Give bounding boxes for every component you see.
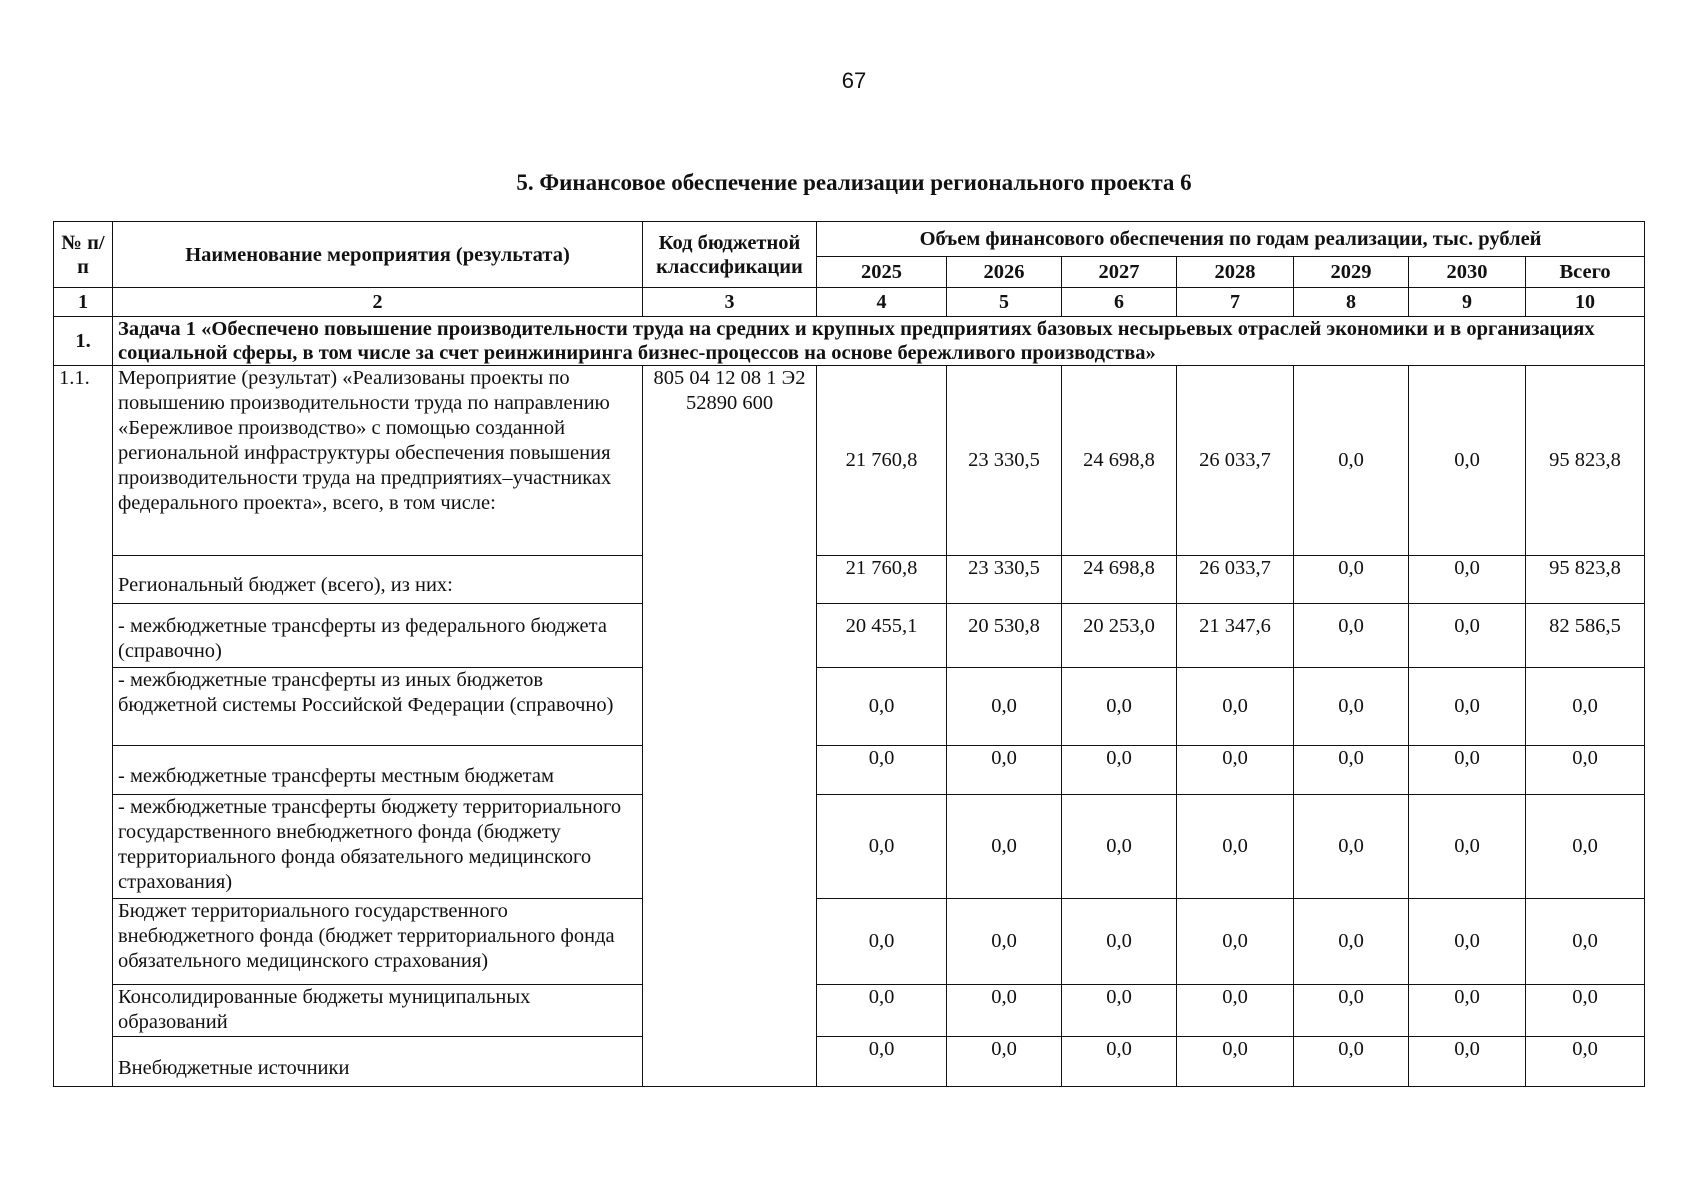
- value-cell: 95 823,8: [1526, 556, 1645, 604]
- financing-table: [53, 221, 1645, 1087]
- header-name: Наименование мероприятия (результата): [113, 222, 643, 288]
- row-name: - межбюджетные трансферты бюджету территориального государственного внебюджетного фонда (бюджету территориального фонда обязательного медицинского страхования): [113, 795, 643, 899]
- value-cell: 0,0: [1062, 899, 1177, 985]
- column-index: 9: [1409, 288, 1526, 317]
- header-year: 2027: [1062, 257, 1177, 288]
- header-total: Всего: [1526, 257, 1645, 288]
- value-cell: 0,0: [1526, 899, 1645, 985]
- value-cell: 0,0: [817, 1037, 947, 1087]
- value-cell: 0,0: [947, 668, 1062, 746]
- value-cell: 0,0: [947, 795, 1062, 899]
- value-cell: 0,0: [947, 899, 1062, 985]
- value-cell: 20 455,1: [817, 604, 947, 668]
- value-cell: 0,0: [1177, 1037, 1294, 1087]
- row-name: - межбюджетные трансферты местным бюджетам: [113, 746, 643, 795]
- row-name: - межбюджетные трансферты из иных бюджетов бюджетной системы Российской Федерации (справочно): [113, 668, 643, 746]
- value-cell: 0,0: [1062, 746, 1177, 795]
- document-title: 5. Финансовое обеспечение реализации регионального проекта 6: [516, 170, 1192, 195]
- value-cell: 0,0: [1177, 985, 1294, 1037]
- value-cell: 0,0: [1526, 668, 1645, 746]
- row-name: Внебюджетные источники: [113, 1037, 643, 1087]
- column-index: 4: [817, 288, 947, 317]
- value-cell: 0,0: [1409, 899, 1526, 985]
- header-code: Код бюджетной классификации: [643, 222, 817, 288]
- value-cell: 95 823,8: [1526, 366, 1645, 556]
- header-year: 2028: [1177, 257, 1294, 288]
- value-cell: 0,0: [1294, 556, 1409, 604]
- column-index: 10: [1526, 288, 1645, 317]
- header-year: 2025: [817, 257, 947, 288]
- task-text: Задача 1 «Обеспечено повышение производительности труда на средних и крупных предприятиях базовых несырьевых отраслей экономики и в организациях социальной сферы, в том числе за счет реинжиниринга бизнес-процессов на основе бережливого производства»: [113, 317, 1645, 366]
- value-cell: 21 760,8: [817, 556, 947, 604]
- measure-number: 1.1.: [54, 366, 113, 1087]
- row-name: - межбюджетные трансферты из федерального бюджета (справочно): [113, 604, 643, 668]
- row-name: Мероприятие (результат) «Реализованы проекты по повышению производительности труда по направлению «Бережливое производство» с помощью созданной региональной инфраструктуры обеспечения повышения производительности труда на предприятиях–участниках федерального проекта», всего, в том числе:: [113, 366, 643, 556]
- header-row: [54, 222, 1645, 257]
- value-cell: 20 530,8: [947, 604, 1062, 668]
- value-cell: 0,0: [1177, 746, 1294, 795]
- value-cell: 0,0: [947, 746, 1062, 795]
- value-cell: 0,0: [817, 746, 947, 795]
- value-cell: 0,0: [1409, 366, 1526, 556]
- task-row: [54, 317, 1645, 366]
- value-cell: 0,0: [1294, 668, 1409, 746]
- value-cell: 0,0: [1177, 795, 1294, 899]
- page-number: 67: [841, 68, 867, 93]
- column-index: 8: [1294, 288, 1409, 317]
- value-cell: 0,0: [947, 985, 1062, 1037]
- value-cell: 0,0: [1294, 1037, 1409, 1087]
- row-name: Консолидированные бюджеты муниципальных образований: [113, 985, 643, 1037]
- value-cell: 0,0: [1062, 668, 1177, 746]
- value-cell: 0,0: [1409, 604, 1526, 668]
- table-row: [54, 795, 1645, 899]
- value-cell: 0,0: [1294, 795, 1409, 899]
- value-cell: 0,0: [1294, 366, 1409, 556]
- table-row: [54, 746, 1645, 795]
- column-index: 6: [1062, 288, 1177, 317]
- column-index: 1: [54, 288, 113, 317]
- value-cell: 0,0: [1294, 604, 1409, 668]
- value-cell: 0,0: [817, 899, 947, 985]
- value-cell: 0,0: [1526, 795, 1645, 899]
- value-cell: 21 760,8: [817, 366, 947, 556]
- value-cell: 82 586,5: [1526, 604, 1645, 668]
- table-row: [54, 604, 1645, 668]
- value-cell: 0,0: [1526, 746, 1645, 795]
- value-cell: 23 330,5: [947, 366, 1062, 556]
- value-cell: 0,0: [1409, 1037, 1526, 1087]
- value-cell: 24 698,8: [1062, 366, 1177, 556]
- header-year: 2030: [1409, 257, 1526, 288]
- table-row: [54, 668, 1645, 746]
- value-cell: 0,0: [1062, 1037, 1177, 1087]
- header-year: 2029: [1294, 257, 1409, 288]
- budget-code: 805 04 12 08 1 Э2 52890 600: [643, 366, 817, 1087]
- value-cell: 0,0: [1294, 985, 1409, 1037]
- value-cell: 0,0: [1177, 668, 1294, 746]
- value-cell: 0,0: [1526, 985, 1645, 1037]
- value-cell: 0,0: [1177, 899, 1294, 985]
- table-row: [54, 1037, 1645, 1087]
- value-cell: 0,0: [947, 1037, 1062, 1087]
- value-cell: 0,0: [1409, 668, 1526, 746]
- value-cell: 0,0: [1409, 746, 1526, 795]
- column-index: 7: [1177, 288, 1294, 317]
- row-name: Региональный бюджет (всего), из них:: [113, 556, 643, 604]
- column-index: 3: [643, 288, 817, 317]
- value-cell: 0,0: [1062, 795, 1177, 899]
- value-cell: 0,0: [817, 668, 947, 746]
- header-num: № п/п: [54, 222, 113, 288]
- header-volume: Объем финансового обеспечения по годам реализации, тыс. рублей: [817, 222, 1645, 257]
- table-row: [54, 556, 1645, 604]
- value-cell: 0,0: [1409, 556, 1526, 604]
- value-cell: 0,0: [1062, 985, 1177, 1037]
- value-cell: 21 347,6: [1177, 604, 1294, 668]
- table-row: [54, 985, 1645, 1037]
- value-cell: 0,0: [1526, 1037, 1645, 1087]
- value-cell: 26 033,7: [1177, 366, 1294, 556]
- task-number: 1.: [54, 317, 113, 366]
- value-cell: 24 698,8: [1062, 556, 1177, 604]
- value-cell: 0,0: [1294, 746, 1409, 795]
- table-row: [54, 366, 1645, 556]
- value-cell: 0,0: [1409, 795, 1526, 899]
- value-cell: 0,0: [817, 795, 947, 899]
- value-cell: 23 330,5: [947, 556, 1062, 604]
- value-cell: 26 033,7: [1177, 556, 1294, 604]
- header-year: 2026: [947, 257, 1062, 288]
- column-index-row: [54, 288, 1645, 317]
- column-index: 5: [947, 288, 1062, 317]
- value-cell: 0,0: [1294, 899, 1409, 985]
- value-cell: 20 253,0: [1062, 604, 1177, 668]
- row-name: Бюджет территориального государственного внебюджетного фонда (бюджет территориального фонда обязательного медицинского страхования): [113, 899, 643, 985]
- value-cell: 0,0: [1409, 985, 1526, 1037]
- value-cell: 0,0: [817, 985, 947, 1037]
- table-row: [54, 899, 1645, 985]
- column-index: 2: [113, 288, 643, 317]
